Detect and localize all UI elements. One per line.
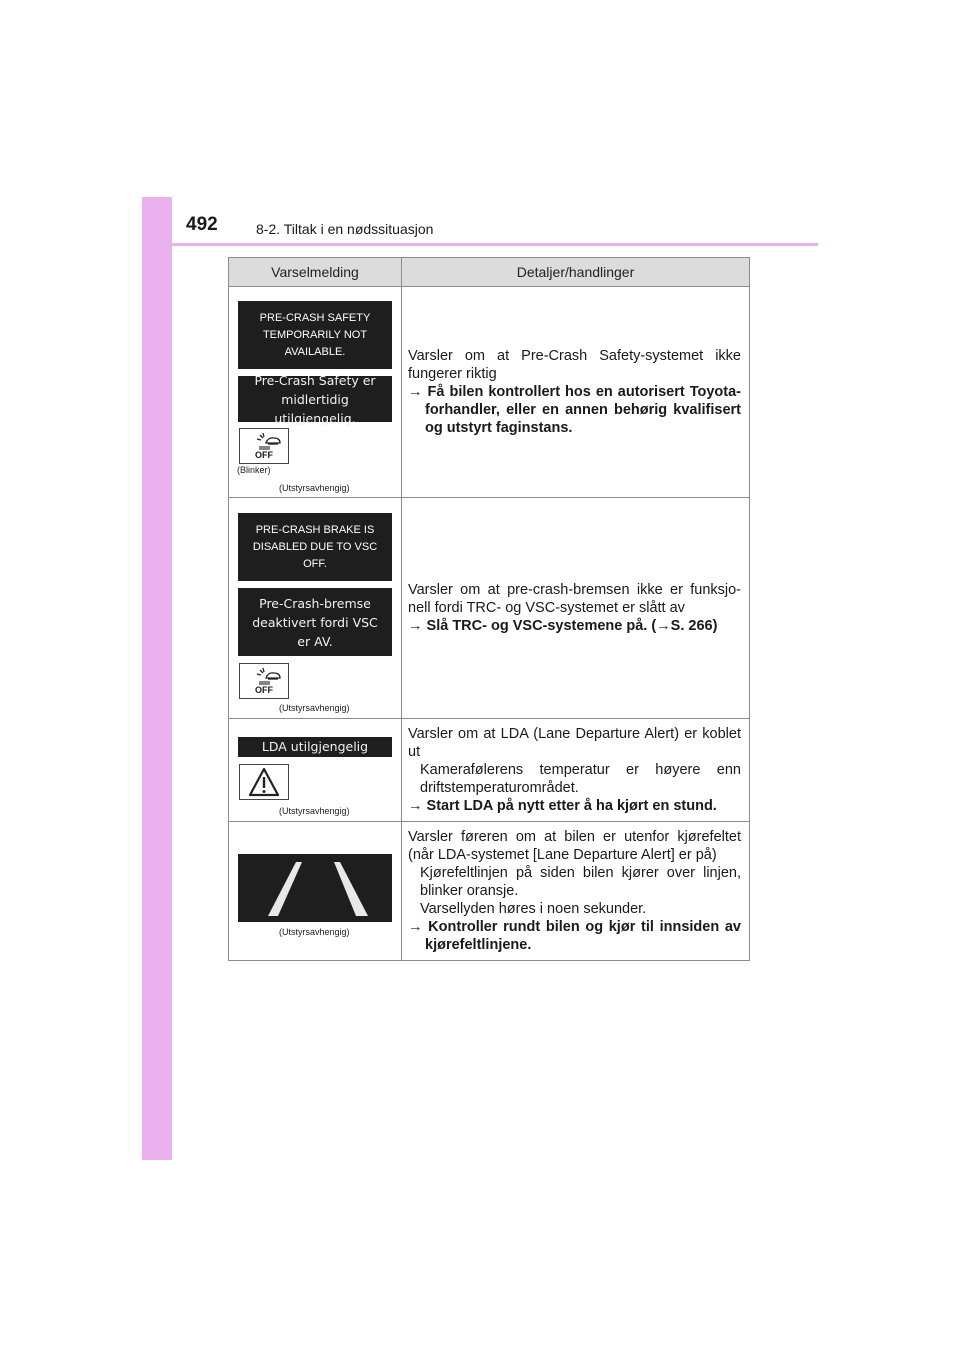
row-description: Varsler om at LDA (Lane Departure Alert) er koblet ut (408, 726, 741, 760)
row-detail: Kjørefeltlinjen på siden bilen kjører over linjen, blinker oransje. (420, 865, 741, 899)
header-rule (142, 243, 818, 246)
table-row (229, 498, 750, 719)
col-header-message: Varselmelding (229, 258, 402, 287)
row-action: → Få bilen kontrollert hos en autorisert Toyota-forhandler, eller en annen behørig kvalifisert og utstyrt faginstans. (408, 384, 741, 436)
row-detail: Varsellyden høres i noen sekunder. (420, 901, 647, 917)
row-description: Varsler om at pre-crash-bremsen ikke er funksjo-nell fordi TRC- og VSC-systemet er slått av (408, 582, 741, 616)
equipment-note: (Utstyrsavhengig) (279, 806, 350, 816)
display-message-en: PRE-CRASH BRAKE IS DISABLED DUE TO VSC OFF. (238, 513, 392, 581)
blinker-note: (Blinker) (237, 465, 271, 475)
page-number: 492 (186, 214, 218, 235)
row-detail: Kamerafølerens temperatur er høyere enn driftstemperaturområdet. (420, 762, 741, 796)
warning-table (228, 257, 750, 961)
display-message-en: PRE-CRASH SAFETY TEMPORARILY NOT AVAILABLE. (238, 301, 392, 369)
row-action: → Start LDA på nytt etter å ha kjørt en stund. (408, 798, 717, 814)
equipment-note: (Utstyrsavhengig) (279, 703, 350, 713)
col-header-details: Detaljer/handlinger (402, 258, 750, 287)
warning-triangle-icon (239, 764, 289, 800)
row-description: Varsler føreren om at bilen er utenfor kjørefeltet (når LDA-systemet [Lane Departure Alert] er på) (408, 829, 741, 863)
row-action: → Kontroller rundt bilen og kjør til innsiden av kjørefeltlinjene. (408, 919, 741, 953)
table-header (229, 258, 750, 287)
table-row (229, 719, 750, 822)
equipment-note: (Utstyrsavhengig) (279, 927, 350, 937)
row-action: → Slå TRC- og VSC-systemene på. (→S. 266) (408, 618, 718, 634)
display-message-no: Pre-Crash Safety er midlertidig utilgjengelig. (238, 376, 392, 422)
chapter-tab (142, 197, 172, 1160)
table-row (229, 287, 750, 498)
pre-crash-off-icon: OFF (239, 663, 289, 699)
display-message-no: Pre-Crash-bremse deaktivert fordi VSC er AV. (238, 588, 392, 656)
equipment-note: (Utstyrsavhengig) (279, 483, 350, 493)
lane-departure-display (238, 854, 392, 922)
section-title: 8-2. Tiltak i en nødssituasjon (256, 221, 434, 237)
row-description: Varsler om at Pre-Crash Safety-systemet ikke fungerer riktig (408, 348, 741, 382)
display-message-no: LDA utilgjengelig (238, 737, 392, 757)
pre-crash-off-icon: OFF (239, 428, 289, 464)
table-row (229, 822, 750, 961)
